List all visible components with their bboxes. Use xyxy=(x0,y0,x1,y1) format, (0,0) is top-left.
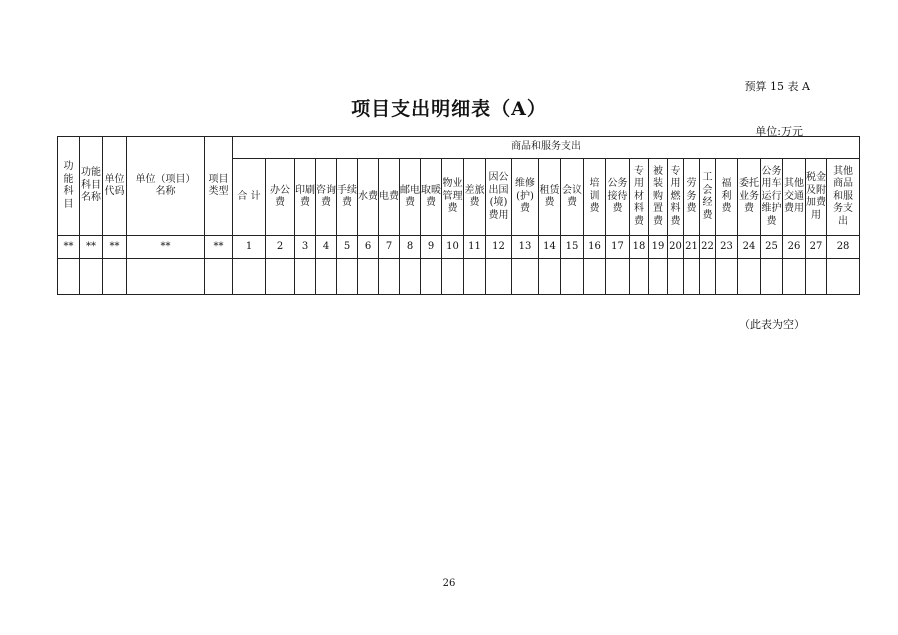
column-number: 16 xyxy=(584,236,606,259)
column-header-label: 会议 费 xyxy=(562,184,582,208)
left-header-label: 功 能 科 目 xyxy=(63,161,74,210)
column-header-label: 福 利 费 xyxy=(721,178,732,215)
empty-cell xyxy=(630,259,649,295)
empty-cell xyxy=(761,259,783,295)
left-header-0 xyxy=(58,137,80,236)
empty-cell xyxy=(512,259,539,295)
column-header-label: 其他 交通 费用 xyxy=(784,178,804,215)
empty-cell xyxy=(561,259,584,295)
page-number: 26 xyxy=(442,578,456,589)
column-number: 28 xyxy=(827,236,860,259)
column-number: 23 xyxy=(716,236,738,259)
column-number: 25 xyxy=(761,236,783,259)
column-number: 9 xyxy=(421,236,442,259)
column-number: 20 xyxy=(668,236,684,259)
empty-cell xyxy=(337,259,358,295)
column-number: 11 xyxy=(464,236,486,259)
empty-cell xyxy=(80,259,103,295)
column-header xyxy=(561,159,584,236)
column-header xyxy=(442,159,464,236)
column-header-label: 公务 用车 运行 维护 费 xyxy=(761,165,782,227)
empty-cell xyxy=(358,259,379,295)
column-number: 17 xyxy=(606,236,630,259)
column-header xyxy=(316,159,337,236)
column-number: 3 xyxy=(295,236,316,259)
left-header-4 xyxy=(205,137,233,236)
column-header xyxy=(379,159,400,236)
column-header-label: 税金 及附 加费 用 xyxy=(806,172,826,221)
column-header-label: 其他 商品 和服 务支 出 xyxy=(833,165,854,227)
column-header xyxy=(716,159,738,236)
empty-table-note: （此表为空） xyxy=(739,318,805,331)
code-cell: ** xyxy=(58,236,80,259)
column-header xyxy=(668,159,684,236)
code-cell: ** xyxy=(80,236,103,259)
column-header xyxy=(539,159,561,236)
column-header-label: 电费 xyxy=(379,190,399,202)
page-title: 项目支出明细表（A） xyxy=(351,98,547,120)
column-header xyxy=(827,159,860,236)
empty-cell xyxy=(486,259,512,295)
column-header-label: 公务 接待 费 xyxy=(607,178,628,215)
empty-cell xyxy=(649,259,668,295)
column-header-label: 咨询 费 xyxy=(316,184,336,208)
column-header xyxy=(233,159,266,236)
code-cell: ** xyxy=(103,236,127,259)
column-header-label: 维修 (护) 费 xyxy=(515,178,535,215)
column-number: 10 xyxy=(442,236,464,259)
empty-cell xyxy=(103,259,127,295)
column-header-label: 取暖 费 xyxy=(421,184,441,208)
left-header-label: 单位 代码 xyxy=(104,173,125,197)
empty-cell xyxy=(783,259,806,295)
column-number: 8 xyxy=(400,236,421,259)
column-header xyxy=(512,159,539,236)
column-number: 21 xyxy=(684,236,700,259)
column-header xyxy=(337,159,358,236)
left-header-1 xyxy=(80,137,103,236)
empty-cell xyxy=(584,259,606,295)
column-number: 13 xyxy=(512,236,539,259)
empty-cell xyxy=(379,259,400,295)
column-header xyxy=(761,159,783,236)
column-header-label: 水费 xyxy=(358,190,378,202)
column-number: 4 xyxy=(316,236,337,259)
column-number: 26 xyxy=(783,236,806,259)
column-header-label: 合 计 xyxy=(237,190,261,202)
empty-cell xyxy=(700,259,716,295)
column-header-label: 被 装 购 置 费 xyxy=(653,165,663,227)
empty-cell xyxy=(421,259,442,295)
empty-cell xyxy=(606,259,630,295)
empty-cell xyxy=(233,259,266,295)
empty-cell xyxy=(127,259,205,295)
column-header-label: 差旅 费 xyxy=(464,184,485,208)
column-header xyxy=(783,159,806,236)
column-header-label: 专用 材料 费 xyxy=(634,165,644,227)
empty-cell xyxy=(806,259,827,295)
column-header-label: 办公费 xyxy=(270,184,290,208)
expense-table xyxy=(57,136,860,295)
column-number: 5 xyxy=(337,236,358,259)
empty-cell xyxy=(58,259,80,295)
code-cell: ** xyxy=(205,236,233,259)
column-number: 7 xyxy=(379,236,400,259)
empty-cell xyxy=(539,259,561,295)
empty-cell xyxy=(668,259,684,295)
column-number: 2 xyxy=(266,236,295,259)
column-number: 12 xyxy=(486,236,512,259)
empty-cell xyxy=(316,259,337,295)
column-number: 15 xyxy=(561,236,584,259)
column-header-label: 工 会 经 费 xyxy=(702,172,713,221)
column-header xyxy=(358,159,379,236)
column-header-label: 专 用 燃 料 费 xyxy=(670,165,681,227)
column-header xyxy=(266,159,295,236)
left-header-label: 单位（项目） 名称 xyxy=(135,173,196,197)
column-header xyxy=(700,159,716,236)
column-header xyxy=(584,159,606,236)
column-header xyxy=(738,159,761,236)
column-header xyxy=(606,159,630,236)
column-header xyxy=(649,159,668,236)
column-header xyxy=(464,159,486,236)
empty-cell xyxy=(684,259,700,295)
column-number: 14 xyxy=(539,236,561,259)
empty-cell xyxy=(400,259,421,295)
empty-cell xyxy=(738,259,761,295)
column-number: 1 xyxy=(233,236,266,259)
column-header-label: 劳 务 费 xyxy=(686,178,697,215)
empty-cell xyxy=(295,259,316,295)
code-cell: ** xyxy=(127,236,205,259)
column-number: 22 xyxy=(700,236,716,259)
group-header: 商品和服务支出 xyxy=(233,137,860,159)
unit-label: 单位:万元 xyxy=(755,125,803,138)
empty-cell xyxy=(205,259,233,295)
empty-cell xyxy=(442,259,464,295)
column-header-label: 印刷 费 xyxy=(295,184,315,208)
column-header-label: 物业 管理 费 xyxy=(442,178,463,215)
column-header xyxy=(684,159,700,236)
column-number: 24 xyxy=(738,236,761,259)
empty-cell xyxy=(464,259,486,295)
form-number: 预算 15 表 A xyxy=(744,80,810,93)
column-number: 18 xyxy=(630,236,649,259)
column-header xyxy=(295,159,316,236)
column-header-label: 因公 出国 (境) 费用 xyxy=(488,172,509,221)
empty-cell xyxy=(716,259,738,295)
column-header-label: 委托 业务 费 xyxy=(739,178,759,215)
column-header xyxy=(630,159,649,236)
empty-cell xyxy=(827,259,860,295)
empty-cell xyxy=(266,259,295,295)
column-header xyxy=(486,159,512,236)
column-header-label: 租赁 费 xyxy=(539,184,560,208)
column-number: 6 xyxy=(358,236,379,259)
left-header-2 xyxy=(103,137,127,236)
left-header-label: 项目 类型 xyxy=(208,173,229,197)
column-header xyxy=(806,159,827,236)
left-header-3 xyxy=(127,137,205,236)
column-header xyxy=(421,159,442,236)
column-header-label: 邮电 费 xyxy=(400,184,420,208)
column-number: 27 xyxy=(806,236,827,259)
column-header xyxy=(400,159,421,236)
column-header-label: 手续 费 xyxy=(337,184,357,208)
left-header-label: 功能 科目 名称 xyxy=(81,167,101,204)
column-number: 19 xyxy=(649,236,668,259)
column-header-label: 培 训 费 xyxy=(589,178,600,215)
